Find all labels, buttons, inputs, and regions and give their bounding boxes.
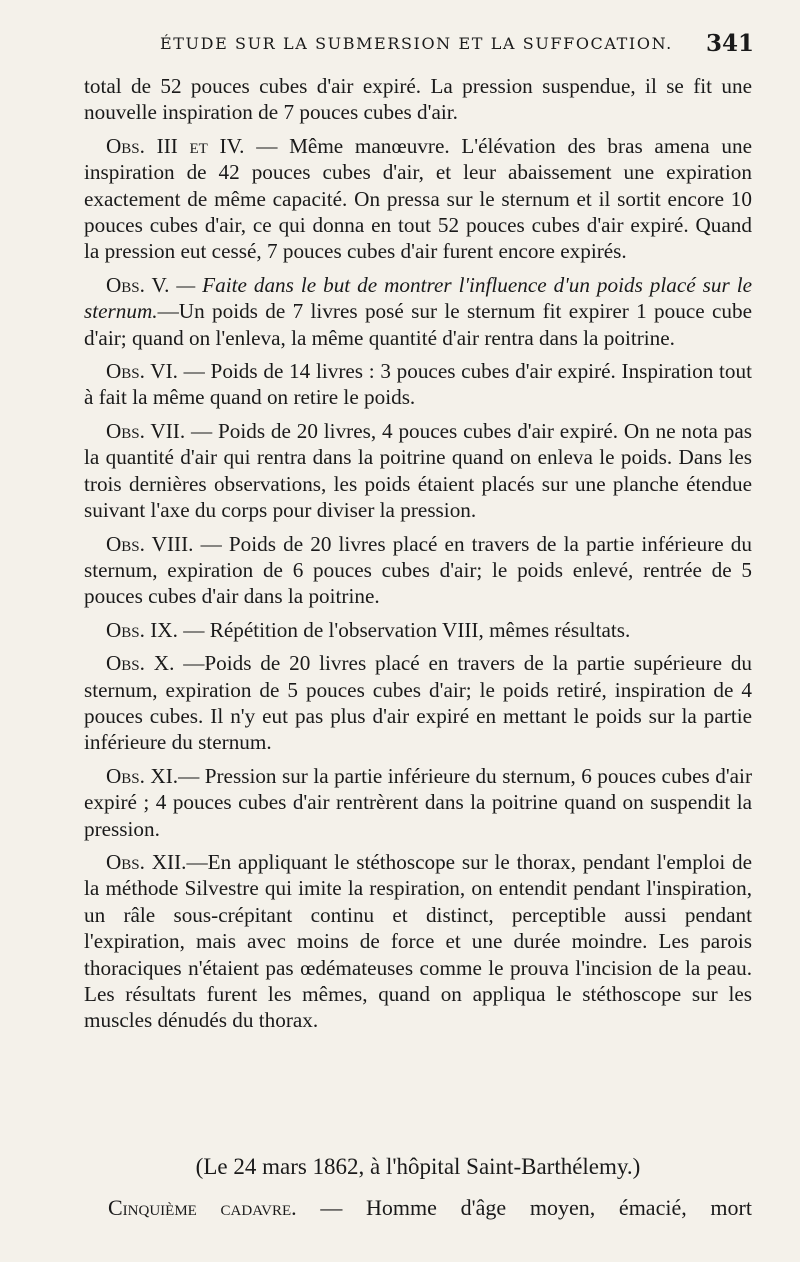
observation-11 <box>84 763 752 842</box>
observation-text: — Poids de 20 livres, 4 pouces cubes d'air expiré. On ne nota pas la quantité d'air qui rentra dans la poitrine quand on enleva le poids. Dans les trois dernières observations, les poids étaient placés sur une planche étendue suivant l'axe du corps pour diviser la pression. <box>84 418 752 523</box>
page-number: 341 <box>705 30 754 57</box>
observation-label: Obs. X. <box>106 651 175 676</box>
observation-text: —En appliquant le stéthoscope sur le thorax, pendant l'emploi de la méthode Silvestre qui imite la respiration, on entendit pendant l'inspiration, un râle sous-crépitant continu et distinct, perceptible aussi pendant l'expiration, mais avec moins de force et une durée moindre. Les parois thoraciques n'étaient pas œdémateuses comme le prouva l'incision de la peau. Les résultats furent les mêmes, quand on appliqua le stéthoscope sur les muscles dénudés du thorax. <box>84 849 752 1033</box>
observation-10 <box>84 650 752 756</box>
observation-text: — Répétition de l'observation VIII, mêmes résultats. <box>177 617 631 642</box>
body-text <box>84 73 752 1041</box>
dateline: (Le 24 mars 1862, à l'hôpital Saint-Barthélemy.) <box>195 1154 641 1179</box>
observation-9 <box>84 617 752 643</box>
observation-3-4 <box>84 133 752 265</box>
running-title: ÉTUDE SUR LA SUBMERSION ET LA SUFFOCATION. <box>160 34 673 53</box>
page-header <box>90 30 754 62</box>
observation-label: Obs. VI. <box>106 359 178 384</box>
observation-label: Obs. XII. <box>106 849 187 874</box>
next-section-line <box>108 1195 752 1221</box>
paragraph-continuation <box>84 73 752 126</box>
section-label: Cinquième cadavre. <box>108 1195 297 1220</box>
observation-text: —Un poids de 7 livres posé sur le sternum fit expirer 1 pouce cube d'air; quand on l'enleva, la même quantité d'air rentra dans la poitrine. <box>84 299 752 350</box>
observation-label: Obs. IX. <box>106 617 178 642</box>
observation-label: Obs. III et IV. <box>106 133 245 158</box>
observation-text: — Même manœuvre. L'élévation des bras amena une inspiration de 42 pouces cubes d'air, et leur abaissement une expiration exactement de même capacité. On pressa sur le sternum et il sortit encore 10 pouces cubes d'air, ce qui donna en tout 52 pouces cubes d'air expiré. Quand la pression eut cessé, 7 pouces cubes d'air furent encore expirés. <box>84 133 753 264</box>
observation-6 <box>84 358 752 411</box>
observation-label: Obs. VII. <box>106 418 186 443</box>
observation-label: Obs. VIII. <box>106 531 194 556</box>
observation-7 <box>84 418 752 524</box>
observation-label: Obs. V. <box>106 272 170 297</box>
section-text: — Homme d'âge moyen, émacié, mort <box>296 1195 752 1220</box>
observation-12 <box>84 849 752 1034</box>
observation-text: — Poids de 20 livres placé en travers de la partie inférieure du sternum, expiration de 6 pouces cubes d'air; le poids enlevé, rentrée de 5 pouces cubes d'air dans la poitrine. <box>84 531 752 609</box>
observation-text: — Poids de 14 livres : 3 pouces cubes d'air expiré. Inspiration tout à fait la même quand on retire le poids. <box>84 359 753 410</box>
observation-label: Obs. XI. <box>106 763 179 788</box>
observation-text: —Poids de 20 livres placé en travers de la partie supérieure du sternum, expiration de 5 pouces cubes d'air; le poids retiré, inspiration de 4 pouces cubes. Il n'y eut pas plus d'air expiré en mettant le poids sur la partie inférieure du sternum. <box>84 651 753 755</box>
paragraph-text: total de 52 pouces cubes d'air expiré. La pression suspendue, il se fit une nouvelle inspiration de 7 pouces cubes d'air. <box>84 74 752 125</box>
observation-text: — Pression sur la partie inférieure du sternum, 6 pouces cubes d'air expiré ; 4 pouces cubes d'air rentrèrent dans la poitrine quand on suspendit la pression. <box>84 763 752 841</box>
observation-italic-heading: — Faite dans le but de montrer l'influence d'un poids placé sur le sternum. <box>84 272 752 324</box>
observation-5 <box>84 272 752 351</box>
observation-8 <box>84 531 752 610</box>
